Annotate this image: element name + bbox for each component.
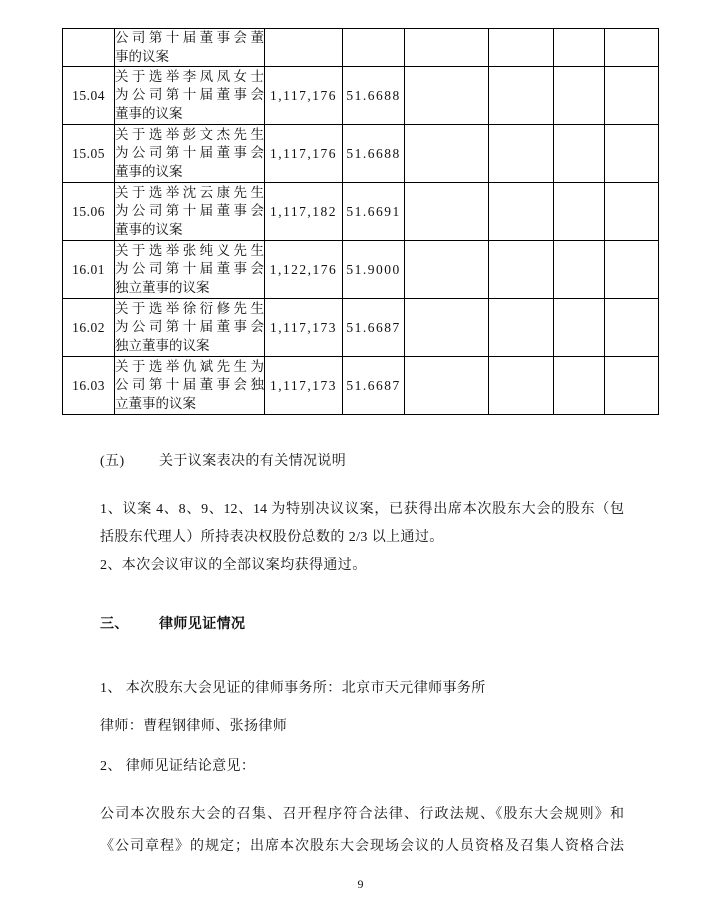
proposal-text-cell [115, 241, 265, 299]
proposal-number-cell: 15.04 [63, 67, 115, 125]
proposal-text-line: 独立董事的议案 [115, 337, 210, 353]
proposal-text-line: 关于选举彭文杰先生 [115, 126, 264, 142]
lawyer-section-heading [100, 616, 245, 633]
table-row [63, 29, 659, 67]
notes-heading-text: 关于议案表决的有关情况说明 [159, 454, 347, 469]
empty-cell [605, 183, 659, 241]
proposal-text-line: 为公司第十届董事会 [115, 261, 264, 277]
lawyer-names-line: 律师：曹程钢律师、张扬律师 [100, 719, 288, 734]
note-item1-line2: 括股东代理人）所持表决权股份总数的 2/3 以上通过。 [100, 530, 444, 545]
table-row [63, 67, 659, 125]
proposal-text-line: 事的议案 [115, 48, 169, 64]
proposal-text-line: 为公司第十届董事会 [115, 319, 264, 335]
percentage-cell: 51.6691 [343, 183, 405, 241]
empty-cell [605, 125, 659, 183]
empty-cell [489, 29, 554, 67]
table-row [63, 357, 659, 415]
proposal-text-cell [115, 125, 265, 183]
proposal-number-cell [63, 29, 115, 67]
empty-cell [489, 125, 554, 183]
percentage-cell [343, 29, 405, 67]
proposal-text-line: 立董事的议案 [115, 395, 196, 411]
empty-cell [554, 67, 605, 125]
percentage-cell: 51.6687 [343, 299, 405, 357]
votes-cell: 1,122,176 [265, 241, 343, 299]
proposal-text-line: 为公司第十届董事会 [115, 145, 264, 161]
percentage-cell: 51.6687 [343, 357, 405, 415]
empty-cell [405, 299, 489, 357]
empty-cell [489, 241, 554, 299]
proposal-text-cell [115, 357, 265, 415]
empty-cell [605, 357, 659, 415]
empty-cell [405, 241, 489, 299]
lawyer-heading-label: 三、 [100, 617, 129, 632]
proposal-text-cell [115, 29, 265, 67]
empty-cell [405, 125, 489, 183]
notes-section-heading [100, 453, 346, 470]
notes-heading-label: (五) [100, 454, 125, 469]
proposal-text-line: 董事的议案 [115, 105, 183, 121]
empty-cell [605, 29, 659, 67]
table-row [63, 241, 659, 299]
proposal-text-line: 公司第十届董事会董 [115, 30, 264, 45]
lawyer-opinion-line2: 《公司章程》的规定；出席本次股东大会现场会议的人员资格及召集人资格合法 [100, 839, 624, 854]
empty-cell [554, 29, 605, 67]
lawyer-opinion-label: 2、 律师见证结论意见： [100, 759, 256, 774]
empty-cell [405, 67, 489, 125]
proposal-text-line: 关于选举仇斌先生为 [115, 358, 264, 374]
votes-cell: 1,117,173 [265, 299, 343, 357]
votes-cell: 1,117,176 [265, 125, 343, 183]
empty-cell [605, 67, 659, 125]
proposal-number-cell: 16.03 [63, 357, 115, 415]
empty-cell [489, 183, 554, 241]
votes-cell [265, 29, 343, 67]
proposal-text-line: 为公司第十届董事会 [115, 203, 264, 219]
votes-cell: 1,117,173 [265, 357, 343, 415]
empty-cell [489, 357, 554, 415]
proposal-text-line: 关于选举张纯义先生 [115, 242, 264, 258]
empty-cell [405, 357, 489, 415]
vote-results-table [62, 28, 659, 415]
proposal-text-line: 董事的议案 [115, 163, 183, 179]
proposal-number-cell: 15.06 [63, 183, 115, 241]
proposal-text-line: 关于选举沈云康先生 [115, 184, 264, 200]
empty-cell [489, 67, 554, 125]
empty-cell [405, 183, 489, 241]
empty-cell [605, 299, 659, 357]
note-item1-line1: 1、议案 4、8、9、12、14 为特别决议议案，已获得出席本次股东大会的股东（包 [100, 502, 624, 517]
note-item2: 2、本次会议审议的全部议案均获得通过。 [100, 558, 367, 573]
proposal-text-line: 为公司第十届董事会 [115, 87, 264, 103]
votes-cell: 1,117,176 [265, 67, 343, 125]
percentage-cell: 51.9000 [343, 241, 405, 299]
lawyer-firm-line: 1、 本次股东大会见证的律师事务所：北京市天元律师事务所 [100, 681, 486, 696]
proposal-number-cell: 16.02 [63, 299, 115, 357]
table-row [63, 125, 659, 183]
proposal-text-line: 关于选举徐衍修先生 [115, 300, 264, 316]
table-row [63, 299, 659, 357]
empty-cell [554, 183, 605, 241]
proposal-text-line: 董事的议案 [115, 221, 183, 237]
empty-cell [554, 125, 605, 183]
percentage-cell: 51.6688 [343, 67, 405, 125]
proposal-number-cell: 16.01 [63, 241, 115, 299]
empty-cell [554, 357, 605, 415]
proposal-text-line: 公司第十届董事会独 [115, 377, 264, 393]
percentage-cell: 51.6688 [343, 125, 405, 183]
lawyer-heading-text: 律师见证情况 [159, 617, 246, 632]
results-table-body [63, 29, 659, 415]
proposal-number-cell: 15.05 [63, 125, 115, 183]
proposal-text-cell [115, 299, 265, 357]
empty-cell [405, 29, 489, 67]
proposal-text-cell [115, 67, 265, 125]
proposal-text-line: 关于选举李凤凤女士 [115, 68, 264, 84]
empty-cell [489, 299, 554, 357]
empty-cell [554, 299, 605, 357]
table-row [63, 183, 659, 241]
proposal-text-line: 独立董事的议案 [115, 279, 210, 295]
proposal-text-cell [115, 183, 265, 241]
empty-cell [605, 241, 659, 299]
empty-cell [554, 241, 605, 299]
votes-cell: 1,117,182 [265, 183, 343, 241]
lawyer-opinion-line1: 公司本次股东大会的召集、召开程序符合法律、行政法规、《股东大会规则》和 [100, 807, 624, 822]
page-number: 9 [357, 877, 364, 891]
